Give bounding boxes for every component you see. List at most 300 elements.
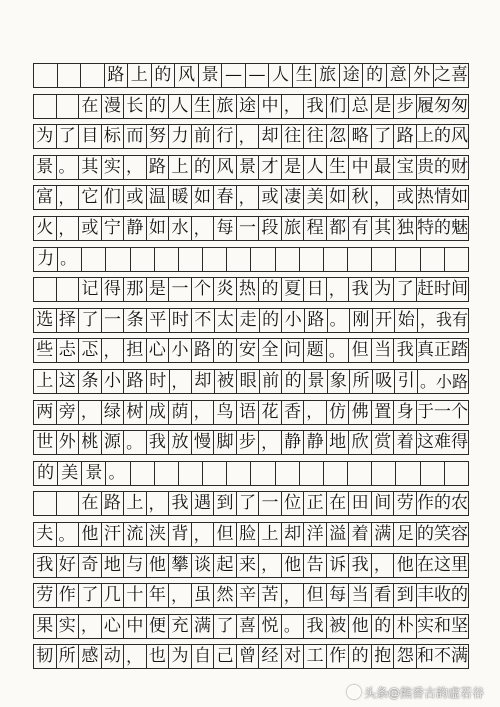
- grid-cell: [348, 248, 372, 271]
- grid-cell: 工: [304, 645, 327, 668]
- grid-cell: 中: [349, 156, 372, 179]
- grid-cell: 为: [34, 125, 57, 148]
- grid-cell: 了: [57, 125, 80, 148]
- grid-cell: [131, 462, 155, 485]
- grid-cell: 才: [259, 156, 282, 179]
- grid-cell: [82, 248, 106, 271]
- grid-cell: 那: [124, 278, 147, 301]
- grid-cell: [57, 95, 80, 118]
- grid-cell: 有: [349, 217, 372, 240]
- grid-cell: 们: [327, 95, 350, 118]
- grid-cell: 一: [259, 492, 282, 515]
- grid-cell: 宝: [394, 156, 417, 179]
- grid-cell: 的: [259, 278, 282, 301]
- grid-cell: 。: [327, 339, 350, 362]
- grid-cell: 象: [328, 370, 351, 393]
- grid-cell: 在: [79, 492, 102, 515]
- grid-cell: [372, 248, 396, 271]
- grid-cell: [251, 462, 275, 485]
- grid-cell: 小: [102, 370, 125, 393]
- grid-row: [33, 491, 469, 516]
- grid-cell: 喜: [237, 615, 260, 638]
- grid-cell: 正: [304, 492, 327, 515]
- grid-cell: 赶时间: [416, 279, 468, 300]
- grid-cell: [131, 248, 155, 271]
- grid-cell: 条: [124, 309, 147, 332]
- grid-cell: 前: [192, 125, 215, 148]
- grid-row: [33, 277, 469, 302]
- grid-cell: 抱: [372, 645, 395, 668]
- grid-cell: [276, 248, 300, 271]
- grid-cell: 己: [214, 645, 237, 668]
- grid-cell: 择: [57, 309, 80, 332]
- grid-cell: 外: [57, 431, 80, 454]
- grid-cell: 却: [192, 370, 215, 393]
- grid-cell: 作的农: [416, 493, 468, 514]
- grid-cell: 便: [147, 615, 170, 638]
- grid-cell: 的: [260, 309, 283, 332]
- grid-cell: 来: [237, 554, 260, 577]
- grid-cell: 在: [327, 492, 350, 515]
- grid-cell: 但: [349, 339, 372, 362]
- grid-cell: 意: [387, 64, 411, 87]
- grid-cell: 实: [102, 156, 125, 179]
- grid-cell: 之喜: [433, 65, 468, 85]
- grid-cell: 始: [395, 309, 418, 332]
- grid-cell: 着: [349, 523, 372, 546]
- grid-cell: 在这里: [416, 554, 468, 575]
- grid-cell: 一: [102, 309, 125, 332]
- grid-cell: 题: [304, 339, 327, 362]
- grid-cell: ，: [327, 278, 350, 301]
- grid-cell: 得: [102, 278, 125, 301]
- grid-cell: 它: [79, 186, 102, 209]
- grid-cell: ，: [170, 370, 193, 393]
- grid-cell: 他: [349, 615, 372, 638]
- grid-cell: ，我有: [418, 309, 469, 332]
- grid-cell: 的笑容: [416, 524, 468, 544]
- grid-cell: 日: [304, 278, 327, 301]
- grid-cell: 暖: [169, 186, 192, 209]
- grid-cell: 丰收的: [416, 585, 468, 606]
- grid-cell: 。: [328, 309, 351, 332]
- grid-row: [33, 430, 469, 455]
- grid-cell: 满: [192, 615, 215, 638]
- grid-cell: 些: [34, 339, 57, 362]
- grid-cell: 汗: [102, 523, 125, 546]
- grid-cell: 的: [147, 95, 170, 118]
- grid-cell: 一: [237, 217, 260, 240]
- grid-cell: [445, 462, 469, 485]
- grid-cell: 如: [192, 186, 215, 209]
- grid-cell: 忐: [57, 339, 80, 362]
- grid-cell: 静: [124, 217, 147, 240]
- grid-cell: [251, 248, 275, 271]
- grid-cell: 着: [394, 431, 417, 454]
- grid-cell: ，: [259, 431, 282, 454]
- grid-row: [33, 63, 469, 88]
- grid-row: [33, 338, 469, 363]
- grid-cell: 漫: [102, 95, 125, 118]
- grid-cell: 都: [327, 217, 350, 240]
- grid-cell: 悦: [259, 615, 282, 638]
- grid-cell: 个: [192, 278, 215, 301]
- grid-cell: 我: [147, 431, 170, 454]
- grid-row: [33, 124, 469, 149]
- grid-cell: 虽: [192, 584, 215, 607]
- grid-cell: 间: [372, 492, 395, 515]
- grid-cell: 略: [349, 125, 372, 148]
- grid-cell: 或: [259, 186, 282, 209]
- grid-cell: 的: [363, 64, 387, 87]
- grid-cell: 我: [394, 339, 417, 362]
- grid-cell: 不: [192, 309, 215, 332]
- grid-cell: 心: [102, 615, 125, 638]
- grid-cell: 小: [282, 309, 305, 332]
- watermark-text: 头条@熊香古韵虚若谷: [363, 686, 484, 700]
- grid-cell: 遇: [192, 492, 215, 515]
- grid-cell: 选: [34, 309, 57, 332]
- grid-cell: 为: [372, 278, 395, 301]
- grid-cell: 他: [79, 523, 102, 546]
- grid-cell: 上: [169, 156, 192, 179]
- grid-row: [33, 308, 469, 333]
- grid-cell: 富: [34, 186, 57, 209]
- grid-cell: 足: [394, 523, 417, 546]
- grid-cell: [58, 64, 82, 87]
- grid-cell: 贵的财: [416, 156, 468, 177]
- grid-cell: 我: [304, 95, 327, 118]
- grid-cell: 作: [57, 584, 80, 607]
- grid-cell: 脸: [237, 523, 260, 546]
- grid-cell: 开: [373, 309, 396, 332]
- grid-cell: 的: [349, 645, 372, 668]
- grid-cell: 旅: [282, 217, 305, 240]
- grid-cell: 前: [260, 370, 283, 393]
- grid-cell: 标: [102, 125, 125, 148]
- grid-cell: 了: [372, 125, 395, 148]
- grid-cell: 生: [293, 64, 317, 87]
- grid-cell: ，: [124, 156, 147, 179]
- grid-cell: 我: [34, 554, 57, 577]
- grid-cell: 努: [147, 125, 170, 148]
- grid-cell: 了: [214, 615, 237, 638]
- grid-cell: 朴: [394, 615, 417, 638]
- grid-cell: [57, 492, 80, 515]
- grid-cell: 们: [102, 186, 125, 209]
- grid-cell: 是: [282, 156, 305, 179]
- grid-cell: 果: [34, 615, 57, 638]
- grid-cell: 。: [57, 523, 80, 546]
- grid-cell: 然: [214, 584, 237, 607]
- grid-row: [33, 369, 469, 394]
- grid-cell: [348, 462, 372, 485]
- grid-cell: 和不满: [416, 646, 468, 667]
- grid-cell: 赏: [372, 431, 395, 454]
- grid-cell: 火: [34, 217, 57, 240]
- grid-cell: ，: [372, 554, 395, 577]
- grid-cell: ，: [372, 186, 395, 209]
- grid-cell: [396, 248, 420, 271]
- grid-cell: ，: [282, 584, 305, 607]
- grid-cell: 身: [394, 401, 417, 424]
- grid-cell: —: [246, 64, 270, 87]
- grid-cell: 静: [304, 431, 327, 454]
- grid-cell: 谈: [192, 554, 215, 577]
- grid-cell: 奇: [79, 554, 102, 577]
- grid-cell: 往: [304, 125, 327, 148]
- grid-cell: 炎: [214, 278, 237, 301]
- grid-cell: 记: [79, 278, 102, 301]
- grid-cell: 置: [372, 401, 395, 424]
- grid-cell: 景: [305, 370, 328, 393]
- grid-cell: ，: [147, 492, 170, 515]
- grid-cell: ，: [192, 523, 215, 546]
- grid-cell: [34, 492, 57, 515]
- grid-cell: 我: [304, 615, 327, 638]
- grid-cell: 放: [169, 431, 192, 454]
- grid-cell: 景: [82, 462, 106, 485]
- grid-cell: 脚: [214, 431, 237, 454]
- grid-row: [33, 400, 469, 425]
- grid-cell: 一: [169, 278, 192, 301]
- grid-cell: 也: [147, 645, 170, 668]
- grid-cell: 辛: [237, 584, 260, 607]
- grid-cell: 慢: [192, 431, 215, 454]
- grid-cell: 长: [124, 95, 147, 118]
- grid-cell: 鸟: [214, 401, 237, 424]
- grid-cell: 途: [340, 64, 364, 87]
- grid-cell: 我: [349, 278, 372, 301]
- grid-cell: 夫: [34, 523, 57, 546]
- grid-cell: [300, 462, 324, 485]
- grid-cell: 美: [58, 462, 82, 485]
- grid-cell: 生: [192, 95, 215, 118]
- grid-cell: 心: [147, 339, 170, 362]
- grid-cell: 途: [237, 95, 260, 118]
- grid-cell: 如: [147, 217, 170, 240]
- grid-cell: ，: [259, 554, 282, 577]
- grid-cell: 其: [79, 156, 102, 179]
- grid-cell: 风: [214, 156, 237, 179]
- grid-cell: 所: [350, 370, 373, 393]
- grid-cell: [34, 64, 58, 87]
- grid-cell: ，: [169, 584, 192, 607]
- grid-cell: 实: [57, 615, 80, 638]
- grid-cell: 的: [34, 462, 58, 485]
- grid-cell: 所: [57, 645, 80, 668]
- grid-cell: 动: [102, 645, 125, 668]
- grid-cell: 步: [237, 431, 260, 454]
- grid-cell: 如: [327, 186, 350, 209]
- grid-row: [33, 247, 469, 272]
- grid-cell: 平: [147, 309, 170, 332]
- grid-cell: 地: [102, 554, 125, 577]
- grid-cell: 。: [124, 431, 147, 454]
- grid-cell: 路: [102, 492, 125, 515]
- grid-cell: 安: [237, 339, 260, 362]
- grid-cell: 是: [372, 95, 395, 118]
- watermark: [347, 684, 484, 701]
- grid-cell: 了: [79, 309, 102, 332]
- grid-cell: 走: [237, 309, 260, 332]
- grid-cell: 的: [214, 339, 237, 362]
- grid-cell: [445, 248, 469, 271]
- grid-cell: 是: [147, 278, 170, 301]
- grid-cell: 履匆匆: [416, 95, 468, 116]
- grid-cell: 上的风: [416, 126, 468, 147]
- grid-cell: 段: [259, 217, 282, 240]
- grid-cell: 特的魅: [416, 218, 468, 238]
- grid-cell: 源: [102, 431, 125, 454]
- grid-cell: 或: [79, 217, 102, 240]
- grid-cell: ，: [79, 615, 102, 638]
- grid-cell: 路: [105, 64, 129, 87]
- grid-cell: 树: [124, 401, 147, 424]
- grid-cell: [203, 462, 227, 485]
- grid-row: [33, 522, 469, 547]
- grid-cell: 夏: [282, 278, 305, 301]
- grid-cell: 却: [259, 125, 282, 148]
- grid-cell: 在: [79, 95, 102, 118]
- grid-cell: 每: [327, 584, 350, 607]
- grid-row: [33, 553, 469, 578]
- grid-cell: [276, 462, 300, 485]
- grid-cell: 真正踏: [416, 340, 468, 361]
- grid-cell: 但: [304, 584, 327, 607]
- grid-cell: 起: [214, 554, 237, 577]
- grid-cell: 他: [282, 554, 305, 577]
- grid-cell: 苦: [259, 584, 282, 607]
- grid-cell: 花: [259, 401, 282, 424]
- grid-cell: 太: [215, 309, 238, 332]
- grid-cell: [300, 248, 324, 271]
- grid-cell: 对: [282, 645, 305, 668]
- grid-cell: ，: [237, 186, 260, 209]
- grid-cell: 力: [34, 248, 58, 271]
- grid-row: [33, 216, 469, 241]
- grid-cell: 其: [372, 217, 395, 240]
- grid-cell: [179, 462, 203, 485]
- grid-cell: 旅: [214, 95, 237, 118]
- grid-cell: 人: [269, 64, 293, 87]
- grid-cell: ，: [79, 401, 102, 424]
- grid-cell: ，: [102, 339, 125, 362]
- grid-cell: 。: [57, 156, 80, 179]
- grid-cell: 路: [305, 309, 328, 332]
- grid-cell: 桃: [79, 431, 102, 454]
- grid-cell: 洋: [304, 523, 327, 546]
- grid-cell: 最: [372, 156, 395, 179]
- grid-cell: 流: [124, 523, 147, 546]
- grid-cell: 问: [282, 339, 305, 362]
- grid-cell: 小: [169, 339, 192, 362]
- grid-cell: 香: [282, 401, 305, 424]
- grid-cell: 我: [349, 554, 372, 577]
- grid-cell: 吸: [373, 370, 396, 393]
- grid-cell: [227, 462, 251, 485]
- grid-cell: [203, 248, 227, 271]
- grid-row: [33, 185, 469, 210]
- grid-cell: 中: [259, 95, 282, 118]
- grid-cell: 仿: [327, 401, 350, 424]
- grid-cell: 的: [372, 615, 395, 638]
- grid-cell: ，: [282, 95, 305, 118]
- grid-cell: 溢: [327, 523, 350, 546]
- grid-cell: 秋: [349, 186, 372, 209]
- grid-cell: 他: [394, 554, 417, 577]
- grid-cell: 程: [304, 217, 327, 240]
- grid-cell: [421, 462, 445, 485]
- grid-cell: 当: [372, 339, 395, 362]
- grid-cell: 诉: [327, 554, 350, 577]
- grid-cell: [81, 64, 105, 87]
- grid-cell: 路: [394, 125, 417, 148]
- grid-cell: 刚: [350, 309, 373, 332]
- grid-cell: 当: [349, 584, 372, 607]
- grid-cell: 曾: [237, 645, 260, 668]
- grid-cell: 两: [34, 401, 57, 424]
- grid-cell: 这难得: [416, 432, 468, 453]
- grid-cell: 行: [214, 125, 237, 148]
- grid-cell: 成: [147, 401, 170, 424]
- grid-cell: ，: [304, 401, 327, 424]
- grid-cell: 被: [215, 370, 238, 393]
- grid-cell: [179, 248, 203, 271]
- watermark-logo-icon: [347, 685, 361, 699]
- grid-row: [33, 614, 469, 639]
- grid-cell: 欣: [349, 431, 372, 454]
- grid-cell: 绿: [102, 401, 125, 424]
- grid-cell: 上: [259, 523, 282, 546]
- grid-cell: 美: [304, 186, 327, 209]
- grid-cell: 的: [282, 370, 305, 393]
- grid-cell: ，: [57, 217, 80, 240]
- grid-cell: 眼: [237, 370, 260, 393]
- grid-cell: 的: [152, 64, 176, 87]
- grid-cell: 每: [214, 217, 237, 240]
- grid-cell: 劳: [394, 492, 417, 515]
- grid-cell: 。: [106, 462, 130, 485]
- grid-cell: [324, 462, 348, 485]
- grid-cell: 或: [124, 186, 147, 209]
- grid-cell: 目: [79, 125, 102, 148]
- grid-cell: 中: [124, 615, 147, 638]
- grid-cell: 地: [327, 431, 350, 454]
- grid-cell: 了: [394, 278, 417, 301]
- grid-cell: 佛: [349, 401, 372, 424]
- grid-cell: 荫: [169, 401, 192, 424]
- grid-cell: 景: [237, 156, 260, 179]
- grid-row: [33, 155, 469, 180]
- grid-cell: 风: [175, 64, 199, 87]
- grid-cell: 忽: [327, 125, 350, 148]
- grid-cell: 位: [282, 492, 305, 515]
- grid-cell: [106, 248, 130, 271]
- grid-cell: 时: [147, 370, 170, 393]
- grid-cell: 他: [147, 554, 170, 577]
- grid-cell: 而: [124, 125, 147, 148]
- grid-cell: 担: [124, 339, 147, 362]
- grid-cell: ，: [124, 645, 147, 668]
- grid-cell: 浃: [147, 523, 170, 546]
- grid-cell: 韧: [34, 645, 57, 668]
- grid-cell: 宁: [102, 217, 125, 240]
- grid-cell: 旁: [57, 401, 80, 424]
- grid-cell: 春: [214, 186, 237, 209]
- grid-cell: 路: [192, 339, 215, 362]
- grid-cell: 感: [79, 645, 102, 668]
